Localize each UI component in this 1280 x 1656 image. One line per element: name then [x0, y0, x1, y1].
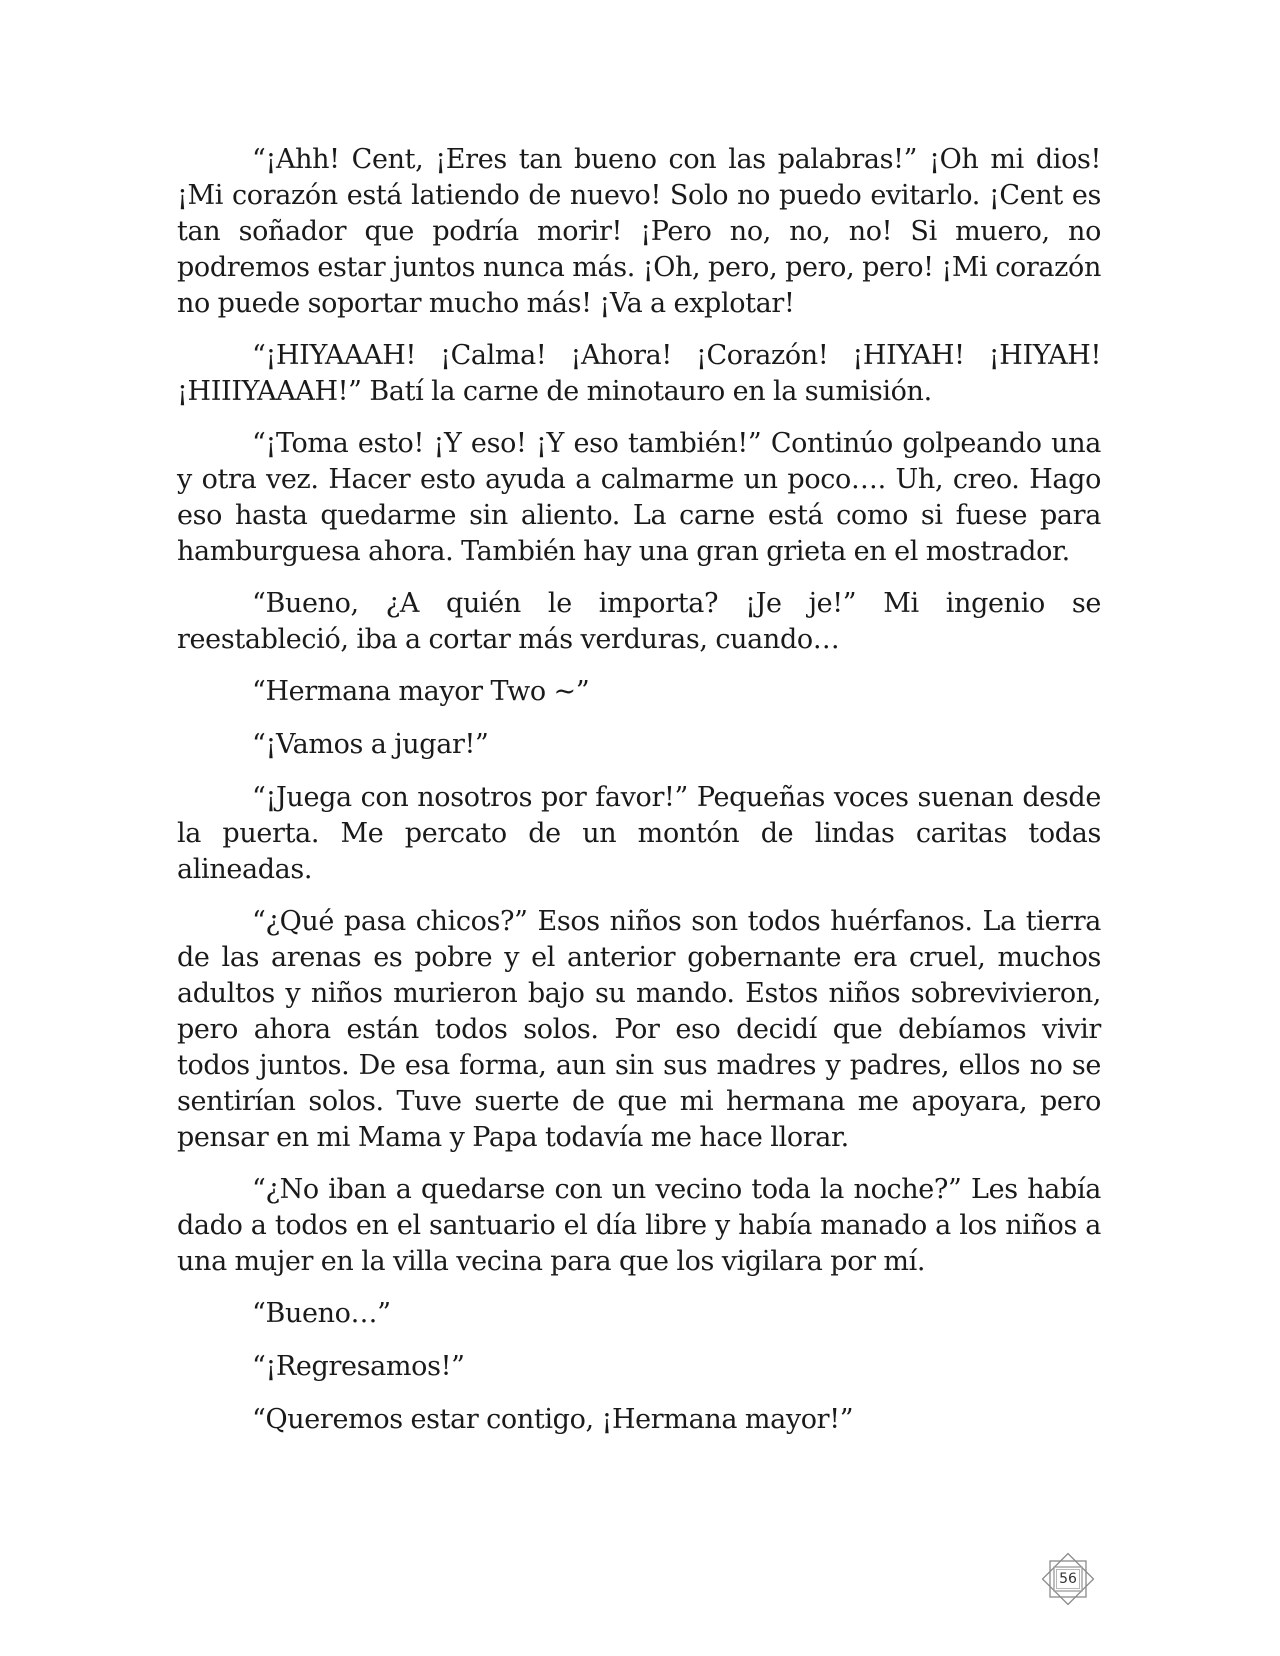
paragraph-5: “Hermana mayor Two ~” — [252, 676, 590, 707]
paragraph-9: “¿No iban a quedarse con un vecino toda la noche?” Les había dado a todos en el santuario el día libre y había manado a los niños a una mujer en la villa vecina para que los vigilara por mí. — [177, 1174, 1101, 1277]
paragraph-3: “¡Toma esto! ¡Y eso! ¡Y eso también!” Continúo golpeando una y otra vez. Hacer esto ayuda a calmarme un poco…. Uh, creo. Hago eso hasta quedarme sin aliento. La carne está como si fuese para hamburguesa ahora. También hay una gran grieta en el mostrador. — [177, 428, 1101, 567]
page-number: 56 — [1059, 1571, 1077, 1587]
paragraph-7: “¡Juega con nosotros por favor!” Pequeñas voces suenan desde la puerta. Me percato de un montón de lindas caritas todas alineadas. — [177, 782, 1101, 885]
page-number-badge — [1037, 1548, 1099, 1610]
page-text-body — [177, 142, 1101, 1455]
paragraph-11: “¡Regresamos!” — [252, 1351, 465, 1382]
paragraph-12: “Queremos estar contigo, ¡Hermana mayor!” — [252, 1404, 854, 1435]
paragraph-6: “¡Vamos a jugar!” — [252, 729, 489, 760]
paragraph-4: “Bueno, ¿A quién le importa? ¡Je je!” Mi ingenio se reestableció, iba a cortar más verduras, cuando… — [177, 588, 1101, 655]
paragraph-1: “¡Ahh! Cent, ¡Eres tan bueno con las palabras!” ¡Oh mi dios! ¡Mi corazón está latiendo de nuevo! Solo no puedo evitarlo. ¡Cent es tan soñador que podría morir! ¡Pero no, no, no! Si muero, no podremos estar juntos nunca más. ¡Oh, pero, pero, pero! ¡Mi corazón no puede soportar mucho más! ¡Va a explotar! — [177, 144, 1101, 319]
paragraph-10: “Bueno…” — [252, 1298, 391, 1329]
paragraph-8: “¿Qué pasa chicos?” Esos niños son todos huérfanos. La tierra de las arenas es pobre y el anterior gobernante era cruel, muchos adultos y niños murieron bajo su mando. Estos niños sobrevivieron, pero ahora están todos solos. Por eso decidí que debíamos vivir todos juntos. De esa forma, aun sin sus madres y padres, ellos no se sentirían solos. Tuve suerte de que mi hermana me apoyara, pero pensar en mi Mama y Papa todavía me hace llorar. — [177, 906, 1101, 1153]
paragraph-2: “¡HIYAAAH! ¡Calma! ¡Ahora! ¡Corazón! ¡HIYAH! ¡HIYAH! ¡HIIIYAAAH!” Batí la carne de minotauro en la sumisión. — [177, 340, 1101, 407]
